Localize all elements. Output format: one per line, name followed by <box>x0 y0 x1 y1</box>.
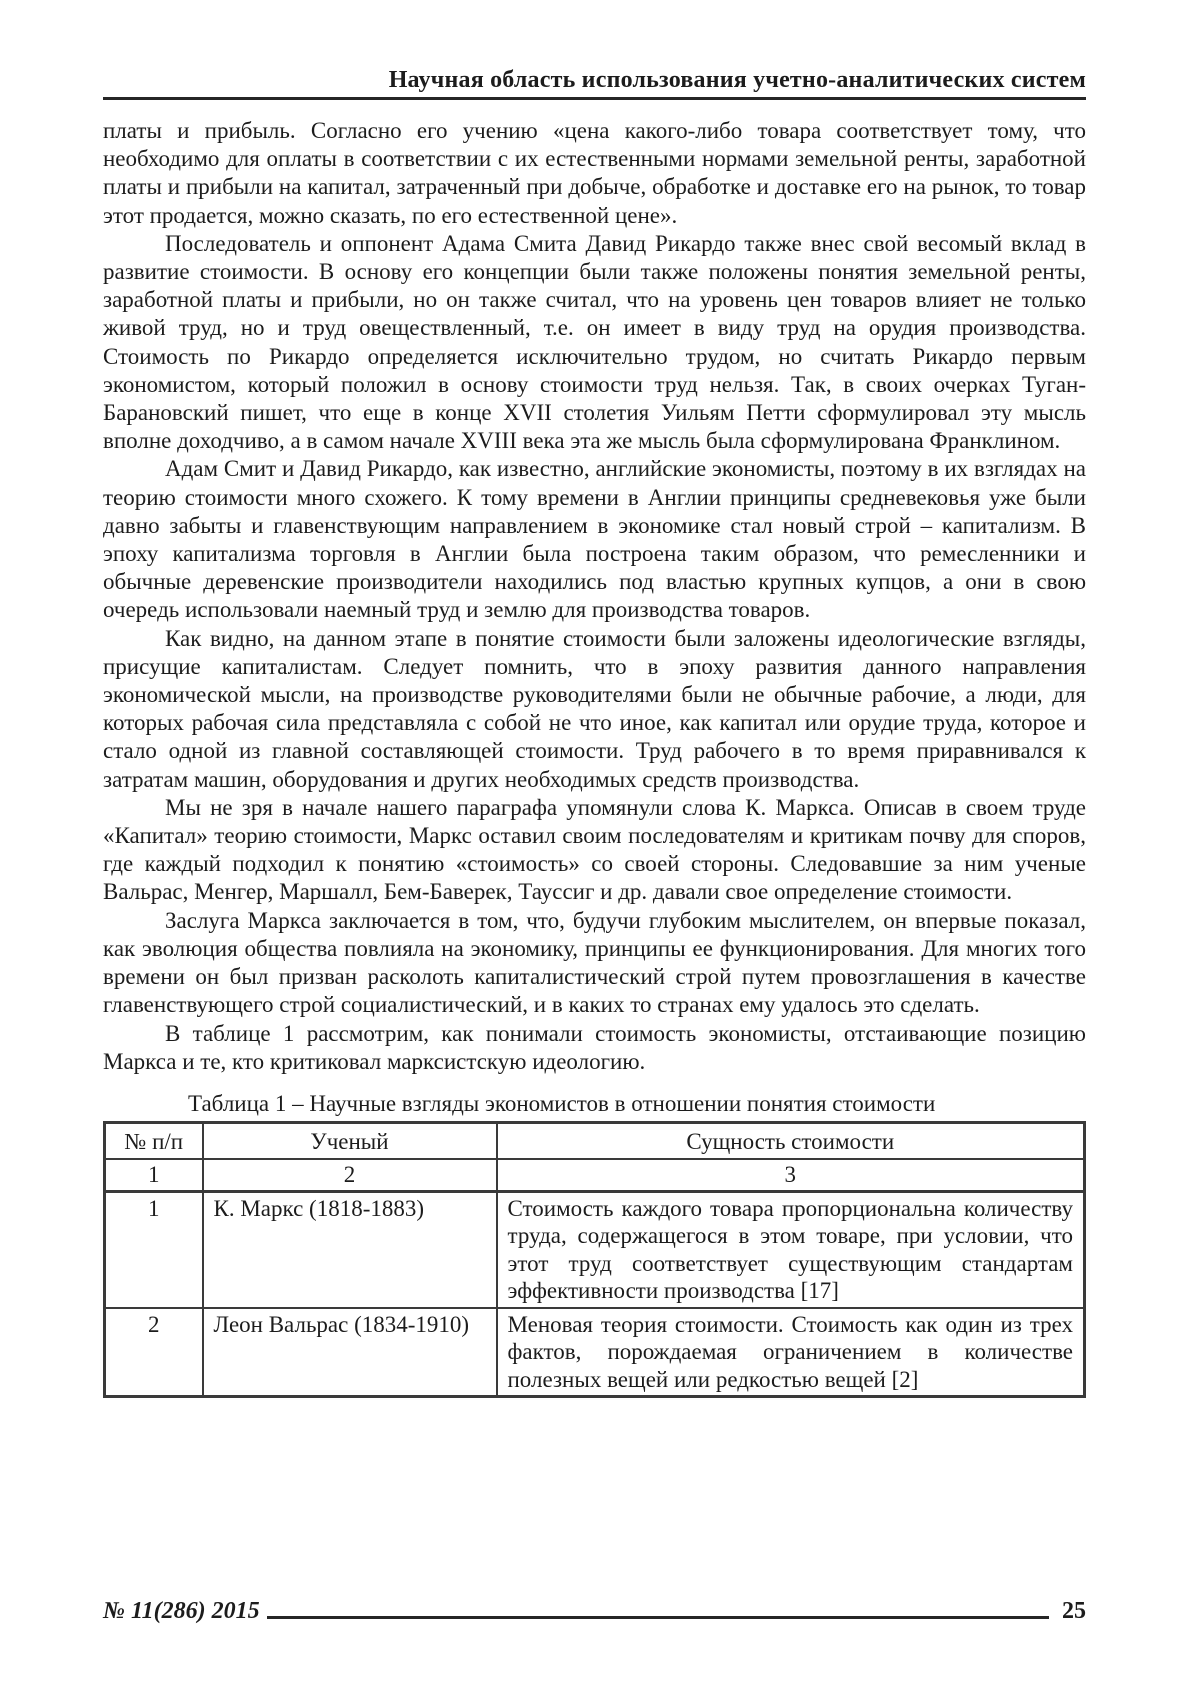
paragraph-6: Заслуга Маркса заключается в том, что, будучи глубоким мыслителем, он впервые показал, как эволюция общества повлияла на экономику, принципы ее функционирования. Для многих того времени он был призван расколоть капиталистический строй путем провозглашения в качестве главенствующего строй социалистический, и в каких то странах ему удалось это сделать. <box>103 907 1086 1018</box>
column-header-scientist: Ученый <box>203 1122 497 1159</box>
row-number-cell: 1 <box>105 1191 203 1308</box>
running-header-text: Научная область использования учетно-аналитических систем <box>388 67 1086 93</box>
table-row-marx <box>105 1191 1085 1308</box>
article-body <box>103 117 1086 1076</box>
page-content <box>103 0 1086 1398</box>
running-header <box>103 67 1086 100</box>
scientist-cell: К. Маркс (1818-1883) <box>203 1191 497 1308</box>
paragraph-1: платы и прибыль. Согласно его учению «цена какого-либо товара соответствует тому, что необходимо для оплаты в соответствии с их естественными нормами земельной ренты, заработной платы и прибыли на капитал, затраченный при добыче, обработке и доставке его на рынок, то товар этот продается, можно сказать, по его естественной цене». <box>103 118 1086 228</box>
column-numbering-row <box>105 1159 1085 1191</box>
essence-cell: Меновая теория стоимости. Стоимость как один из трех фактов, порождаемая ограничением в количестве полезных вещей или редкостью вещей [2] <box>497 1308 1085 1397</box>
column-header-essence: Сущность стоимости <box>497 1122 1085 1159</box>
column-number-1: 1 <box>105 1159 203 1191</box>
page-number: 25 <box>1062 1598 1086 1624</box>
column-header-number: № п/п <box>105 1122 203 1159</box>
column-number-3: 3 <box>497 1159 1085 1191</box>
column-number-2: 2 <box>203 1159 497 1191</box>
journal-issue: № 11(286) 2015 <box>103 1598 260 1624</box>
paragraph-4: Как видно, на данном этапе в понятие стоимости были заложены идеологические взгляды, присущие капиталистам. Следует помнить, что в эпоху развития данного направления экономической мысли, на производстве руководителями были не обычные рабочие, а люди, для которых рабочая сила представляла с собой не что иное, как капитал или орудие труда, которое и стало одной из главной составляющей стоимости. Труд рабочего в то время приравнивался к затратам машин, оборудования и других необходимых средств производства. <box>103 625 1086 792</box>
footer-rule <box>267 1615 1049 1619</box>
paragraph-3: Адам Смит и Давид Рикардо, как известно, английские экономисты, поэтому в их взглядах на теорию стоимости много схожего. К тому времени в Англии принципы средневековья уже были давно забыты и главенствующим направлением в экономике стал новый строй – капитализм. В эпоху капитализма торговля в Англии была построена таким образом, что ремесленники и обычные деревенские производители находились под властью крупных купцов, а они в свою очередь использовали наемный труд и землю для производства товаров. <box>103 456 1086 623</box>
page-footer <box>103 1598 1086 1624</box>
table-row-walras <box>105 1308 1085 1397</box>
scientist-cell: Леон Вальрас (1834-1910) <box>203 1308 497 1397</box>
row-number-cell: 2 <box>105 1308 203 1397</box>
table-caption: Таблица 1 – Научные взгляды экономистов в отношении понятия стоимости <box>188 1090 936 1116</box>
table-header-row <box>105 1122 1085 1159</box>
paragraph-2: Последователь и оппонент Адама Смита Давид Рикардо также внес свой весомый вклад в развитие стоимости. В основу его концепции были также положены понятия земельной ренты, заработной платы и прибыли, но он также считал, что на уровень цен товаров влияет не только живой труд, но и труд овеществленный, т.е. он имеет в виду труд на орудия производства. Стоимость по Рикардо определяется исключительно трудом, но считать Рикардо первым экономистом, который положил в основу стоимости труд нельзя. Так, в своих очерках Туган-Барановский пишет, что еще в конце XVII столетия Уильям Петти сформулировал эту мысль вполне доходчиво, а в самом начале XVIII века эта же мысль была сформулирована Франклином. <box>103 230 1086 454</box>
essence-cell: Стоимость каждого товара пропорциональна количеству труда, содержащегося в этом товаре, при условии, что этот труд соответствует существующим стандартам эффективности производства [17] <box>497 1191 1085 1308</box>
paragraph-7: В таблице 1 рассмотрим, как понимали стоимость экономисты, отстаивающие позицию Маркса и те, кто критиковал марксистскую идеологию. <box>103 1020 1086 1074</box>
scientists-value-table <box>103 1121 1086 1399</box>
paragraph-5: Мы не зря в начале нашего параграфа упомянули слова К. Маркса. Описав в своем труде «Капитал» теорию стоимости, Маркс оставил своим последователям и критикам почву для споров, где каждый подходил к понятию «стоимость» со своей стороны. Следовавшие за ним ученые Вальрас, Менгер, Маршалл, Бем-Баверек, Тауссиг и др. давали свое определение стоимости. <box>103 794 1086 905</box>
